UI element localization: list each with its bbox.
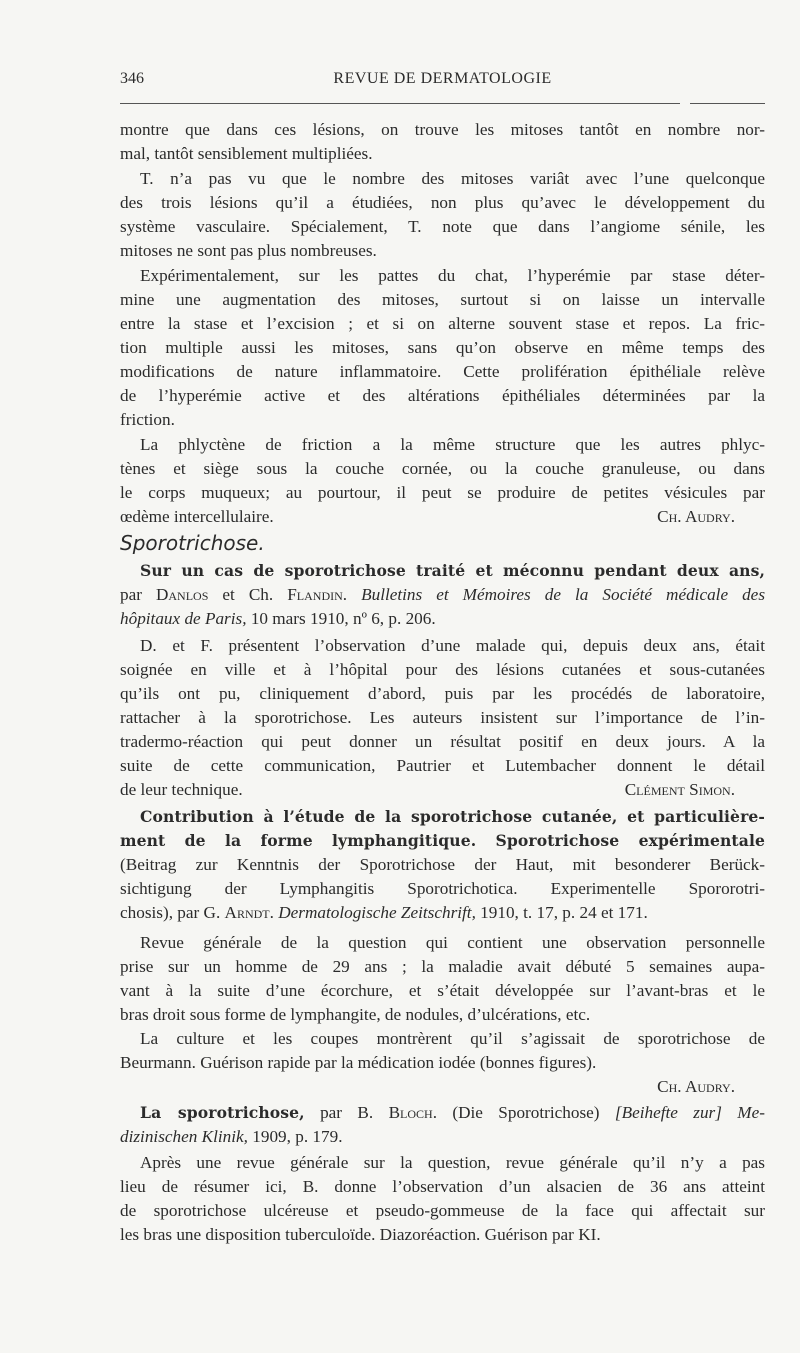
text-run: lieu de résumer ici, B. donne l’observation d’un alsacien de 36 ans atteint [120, 1177, 765, 1196]
text-line [120, 805, 765, 829]
text-line [120, 1151, 765, 1175]
running-header [120, 70, 765, 92]
signature: Ch. Audry. [657, 507, 735, 526]
author-name: Flandin [287, 585, 343, 604]
text-line [120, 931, 765, 955]
text-line [120, 1003, 765, 1027]
entry-title: Sur un cas de sporotrichose traité et méconnu pendant deux ans, [140, 561, 765, 580]
paragraph [120, 1151, 765, 1247]
text-run: Beurmann. Guérison rapide par la médication iodée (bonnes figures). [120, 1053, 597, 1072]
text-line [120, 1101, 765, 1125]
text-line [120, 191, 765, 215]
text-run: Expérimentalement, sur les pattes du chat, l’hyperémie par stase déter- [140, 266, 765, 285]
paragraph [120, 118, 765, 166]
header-rule [120, 103, 680, 104]
text-run: mine une augmentation des mitoses, surtout si on laisse un intervalle [120, 290, 765, 309]
text-line [120, 384, 765, 408]
text-run: de leur technique. [120, 780, 243, 799]
text-line [120, 583, 765, 607]
text-run: œdème intercellulaire. [120, 507, 274, 526]
text-run: mitoses ne sont pas plus nombreuses. [120, 241, 377, 260]
paragraph [120, 559, 765, 631]
text-line [120, 901, 765, 925]
text-line [120, 658, 765, 682]
text-line [120, 829, 765, 853]
text-run: montre que dans ces lésions, on trouve les mitoses tantôt en nombre nor- [120, 120, 765, 139]
text-line [120, 1125, 765, 1149]
author-name: Bloch [388, 1103, 433, 1122]
entry-title: Contribution à l’étude de la sporotrichose cutanée, et particulière- [140, 807, 765, 826]
text-run: qu’ils ont pu, cliniquement d’abord, puis par les procédés de laboratoire, [120, 684, 765, 703]
text-run: Après une revue générale sur la question, revue générale qu’il n’y a pas [140, 1153, 765, 1172]
text-line [120, 167, 765, 191]
paragraph [120, 264, 765, 432]
text-run: 10 mars 1910, nº 6, p. 206. [246, 609, 436, 628]
running-title: REVUE DE DERMATOLOGIE [333, 70, 552, 87]
text-run: sichtigung der Lymphangitis Sporotrichotica. Experimentelle Spororotri- [120, 879, 765, 898]
text-line [120, 288, 765, 312]
text-run: La culture et les coupes montrèrent qu’il s’agissait de sporotrichose de [140, 1029, 765, 1048]
text-run: tion multiple aussi les mitoses, sans qu’on observe en même temps des [120, 338, 765, 357]
entry-title: La sporotrichose, [140, 1103, 305, 1122]
text-run: par [120, 585, 156, 604]
text-line [120, 979, 765, 1003]
text-run: chosis), par G. [120, 903, 225, 922]
text-run: (Beitrag zur Kenntnis der Sporotrichose der Haut, mit besonderer Berück- [120, 855, 765, 874]
text-line [120, 1175, 765, 1199]
paragraph [120, 1027, 765, 1075]
text-run: soignée en ville et à l’hôpital pour des lésions cutanées et sous-cutanées [120, 660, 765, 679]
text-run: vant à la suite d’une écorchure, et s’était développée sur l’avant-bras et le [120, 981, 765, 1000]
text-line [120, 1027, 765, 1051]
paragraph [120, 634, 765, 802]
signature: Ch. Audry. [657, 1077, 735, 1096]
text-run: et Ch. [208, 585, 288, 604]
text-run: La phlyctène de friction a la même structure que les autres phlyc- [140, 435, 765, 454]
text-run: . [269, 903, 279, 922]
text-run: 1909, p. 179. [247, 1127, 343, 1146]
entry-title: ment de la forme lymphangitique. Sporotrichose expérimentale [120, 831, 765, 850]
text-line [120, 457, 765, 481]
text-run: tènes et siège sous la couche cornée, ou la couche granuleuse, ou dans [120, 459, 765, 478]
section-heading: Sporotrichose. [120, 531, 265, 555]
author-name: Danlos [155, 585, 209, 604]
text-line [120, 215, 765, 239]
text-line [120, 360, 765, 384]
text-line [120, 730, 765, 754]
text-line [120, 706, 765, 730]
text-line [120, 607, 765, 631]
text-line [120, 239, 765, 263]
text-line [120, 682, 765, 706]
text-line [120, 118, 765, 142]
text-line [120, 433, 765, 457]
paragraph [120, 167, 765, 263]
text-run: tradermo-réaction qui peut donner un résultat positif en deux jours. A la [120, 732, 765, 751]
text-line [120, 336, 765, 360]
text-line [120, 312, 765, 336]
text-run: . [342, 585, 362, 604]
text-run: T. n’a pas vu que le nombre des mitoses variât avec l’une quelconque [140, 169, 765, 188]
text-run: les bras une disposition tuberculoïde. Diazoréaction. Guérison par KI. [120, 1225, 601, 1244]
paragraph [120, 1101, 765, 1149]
text-run: entre la stase et l’excision ; et si on alterne souvent stase et repos. La fric- [120, 314, 765, 333]
header-rule-short [690, 103, 765, 104]
text-run: des trois lésions qu’il a étudiées, non plus qu’avec le développement du [120, 193, 765, 212]
journal-citation: Bulletins et Mémoires de la Société médicale des [361, 585, 766, 604]
signature: Clément Simon. [624, 780, 735, 799]
journal-citation: hôpitaux de Paris, [120, 609, 247, 628]
text-run: friction. [120, 410, 175, 429]
text-run: 1910, t. 17, p. 24 et 171. [475, 903, 648, 922]
text-run: mal, tantôt sensiblement multipliées. [120, 144, 373, 163]
paragraph [120, 931, 765, 1027]
text-line [120, 505, 765, 529]
text-run: modifications de nature inflammatoire. Cette prolifération épithéliale relève [120, 362, 765, 381]
text-run: le corps muqueux; au pourtour, il peut se produire de petites vésicules par [120, 483, 765, 502]
text-line [120, 754, 765, 778]
article-body [120, 118, 765, 1247]
text-line [120, 1051, 765, 1075]
text-line [120, 634, 765, 658]
text-run: système vasculaire. Spécialement, T. note que dans l’angiome sénile, les [120, 217, 765, 236]
text-line [120, 142, 765, 166]
text-line [120, 778, 765, 802]
text-line [120, 559, 765, 583]
journal-citation: [Beihefte zur] Me- [614, 1103, 765, 1122]
text-line [120, 1223, 765, 1247]
paragraph [120, 433, 765, 529]
text-run: prise sur un homme de 29 ans ; la maladie avait débuté 5 semaines aupa- [120, 957, 765, 976]
page-number: 346 [120, 70, 144, 87]
text-line [120, 408, 765, 432]
journal-citation: Dermatologische Zeitschrift, [278, 903, 476, 922]
text-run: Revue générale de la question qui contient une observation personnelle [140, 933, 765, 952]
text-run: bras droit sous forme de lymphangite, de nodules, d’ulcérations, etc. [120, 1005, 591, 1024]
text-line [120, 264, 765, 288]
text-line [120, 853, 765, 877]
text-run: rattacher à la sporotrichose. Les auteurs insistent sur l’importance de l’in- [120, 708, 765, 727]
text-run: de sporotrichose ulcéreuse et pseudo-gommeuse de la face qui affectait sur [120, 1201, 765, 1220]
text-line [120, 1199, 765, 1223]
text-run: D. et F. présentent l’observation d’une malade qui, depuis deux ans, était [140, 636, 765, 655]
text-run: de l’hyperémie active et des altérations épithéliales déterminées par la [120, 386, 765, 405]
author-name: Arndt [224, 903, 270, 922]
text-run: suite de cette communication, Pautrier et Lutembacher donnent le détail [120, 756, 765, 775]
text-run: par B. [304, 1103, 389, 1122]
text-line [120, 481, 765, 505]
text-line [120, 955, 765, 979]
paragraph [120, 805, 765, 925]
journal-citation: dizinischen Klinik, [120, 1127, 248, 1146]
text-line [120, 877, 765, 901]
text-run: . (Die Sporotrichose) [432, 1103, 615, 1122]
